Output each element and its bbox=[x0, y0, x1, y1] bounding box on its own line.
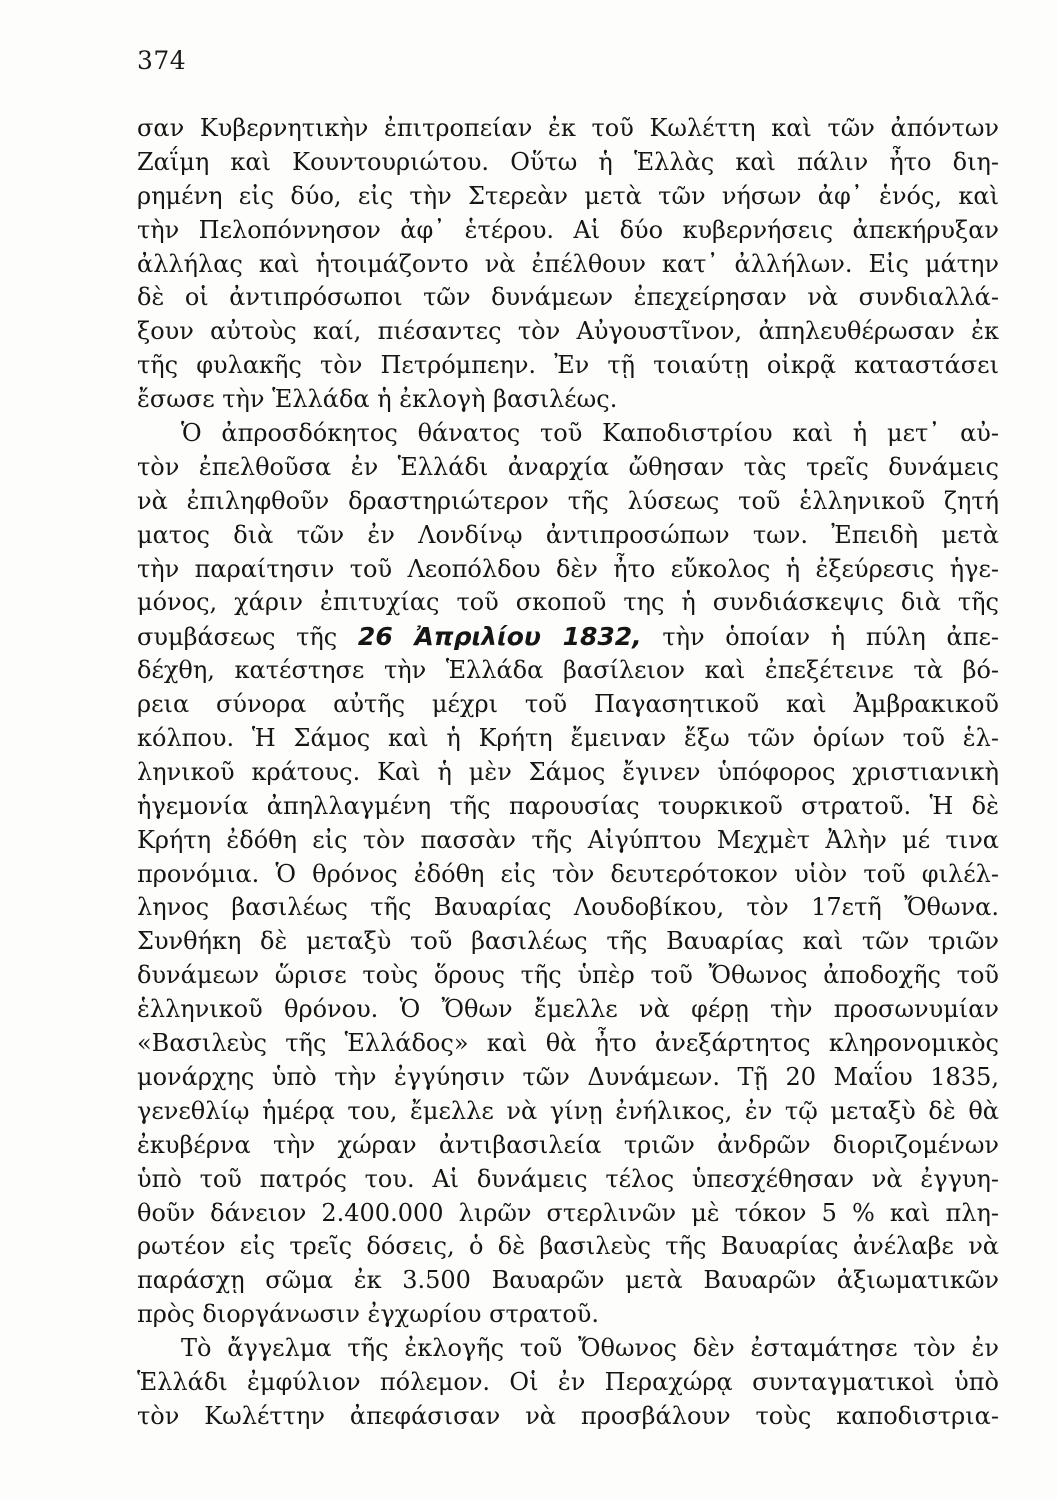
text-line: ληνικοῦ κράτους. Καὶ ἡ μὲν Σάμος ἔγινεν ὑπόφορος χριστιανικὴ bbox=[137, 757, 999, 786]
text-line: μονάρχης ὑπὸ τὴν ἐγγύησιν τῶν Δυνάμεων. Τῇ 20 Μαΐου 1835, bbox=[137, 1062, 999, 1091]
text-line: Ζαΐμη καὶ Κουντουριώτου. Οὕτω ἡ Ἑλλὰς καὶ πάλιν ἦτο διη- bbox=[137, 147, 999, 176]
text-line: Κρήτη ἐδόθη εἰς τὸν πασσὰν τῆς Αἰγύπτου Μεχμὲτ Ἀλὴν μέ τινα bbox=[137, 825, 999, 854]
text-line: ρεια σύνορα αὐτῆς μέχρι τοῦ Παγασητικοῦ καὶ Ἀμβρακικοῦ bbox=[137, 690, 999, 719]
text-line: ἐκυβέρνα τὴν χώραν ἀντιβασιλεία τριῶν ἀνδρῶν διοριζομένων bbox=[137, 1130, 999, 1159]
emphasized-date: 26 Ἀπριλίου 1832, bbox=[357, 622, 642, 652]
text-line: κόλπου. Ἡ Σάμος καὶ ἡ Κρήτη ἔμειναν ἔξω τῶν ὁρίων τοῦ ἑλ- bbox=[137, 724, 999, 753]
body-text bbox=[137, 112, 999, 1434]
text-line: Ἑλλάδι ἐμφύλιον πόλεμον. Οἱ ἐν Περαχώρᾳ συνταγματικοὶ ὑπὸ bbox=[137, 1367, 999, 1396]
text-line: τὴν Πελοπόννησον ἀφ᾽ ἑτέρου. Αἱ δύο κυβερνήσεις ἀπεκήρυξαν bbox=[137, 215, 999, 244]
text-line: ξουν αὐτοὺς καί, πιέσαντες τὸν Αὐγουστῖνον, ἀπηλευθέρωσαν ἐκ bbox=[137, 317, 999, 346]
text-line: γενεθλίῳ ἡμέρᾳ του, ἔμελλε νὰ γίνῃ ἐνήλικος, ἐν τῷ μεταξὺ δὲ θὰ bbox=[137, 1096, 999, 1125]
text-line: σαν Κυβερνητικὴν ἐπιτροπείαν ἐκ τοῦ Κωλέττη καὶ τῶν ἀπόντων bbox=[137, 114, 999, 142]
text-fragment: συμβάσεως τῆς bbox=[137, 623, 358, 652]
text-line: θοῦν δάνειον 2.400.000 λιρῶν στερλινῶν μὲ τόκον 5 % καὶ πλη- bbox=[137, 1198, 999, 1227]
text-line: δυνάμεων ὥρισε τοὺς ὅρους τῆς ὑπὲρ τοῦ Ὄθωνος ἀποδοχῆς τοῦ bbox=[137, 961, 999, 990]
text-line: ὑπὸ τοῦ πατρός του. Αἱ δυνάμεις τέλος ὑπεσχέθησαν νὰ ἐγγυη- bbox=[137, 1164, 999, 1193]
text-line: τὴν παραίτησιν τοῦ Λεοπόλδου δὲν ἦτο εὔκολος ἡ ἐξεύρεσις ἡγε- bbox=[137, 554, 999, 583]
text-line: Τὸ ἄγγελμα τῆς ἐκλογῆς τοῦ Ὄθωνος δὲν ἐσταμάτησε τὸν ἐν bbox=[181, 1334, 999, 1363]
text-line: ματος διὰ τῶν ἐν Λονδίνῳ ἀντιπροσώπων των. Ἐπειδὴ μετὰ bbox=[137, 520, 999, 549]
text-line: ρωτέον εἰς τρεῖς δόσεις, ὁ δὲ βασιλεὺς τῆς Βαυαρίας ἀνέλαβε νὰ bbox=[137, 1232, 999, 1261]
text-line: τῆς φυλακῆς τὸν Πετρόμπεην. Ἐν τῇ τοιαύτῃ οἰκρᾷ καταστάσει bbox=[137, 351, 999, 380]
text-line: Ὁ ἀπροσδόκητος θάνατος τοῦ Καποδιστρίου καὶ ἡ μετ᾽ αὐ- bbox=[181, 419, 999, 448]
text-line: ἔσωσε τὴν Ἑλλάδα ἡ ἐκλογὴ βασιλέως. bbox=[137, 385, 618, 414]
page-number: 374 bbox=[137, 46, 187, 75]
text-line: ἡγεμονία ἀπηλλαγμένη τῆς παρουσίας τουρκικοῦ στρατοῦ. Ἡ δὲ bbox=[137, 791, 999, 820]
text-line-with-date bbox=[137, 620, 999, 654]
text-line: μόνος, χάριν ἐπιτυχίας τοῦ σκοποῦ της ἡ συνδιάσκεψις διὰ τῆς bbox=[137, 588, 999, 617]
text-line: νὰ ἐπιληφθοῦν δραστηριώτερον τῆς λύσεως τοῦ ἑλληνικοῦ ζητή bbox=[137, 486, 999, 515]
text-line: «Βασιλεὺς τῆς Ἑλλάδος» καὶ θὰ ἦτο ἀνεξάρτητος κληρονομικὸς bbox=[137, 1029, 999, 1058]
text-line: δέχθη, κατέστησε τὴν Ἑλλάδα βασίλειον καὶ ἐπεξέτεινε τὰ βό- bbox=[137, 656, 999, 685]
text-line: προνόμια. Ὁ θρόνος ἐδόθη εἰς τὸν δευτερότοκον υἱὸν τοῦ φιλέλ- bbox=[137, 859, 999, 888]
text-fragment: τὴν ὁποίαν ἡ πύλη ἀπε- bbox=[641, 623, 999, 652]
text-line: Συνθήκη δὲ μεταξὺ τοῦ βασιλέως τῆς Βαυαρίας καὶ τῶν τριῶν bbox=[137, 927, 999, 956]
text-line: τὸν Κωλέττην ἀπεφάσισαν νὰ προσβάλουν τοὺς καποδιστρια- bbox=[137, 1401, 999, 1430]
text-line: ἀλλήλας καὶ ἡτοιμάζοντο νὰ ἐπέλθουν κατ᾽ ἀλλήλων. Εἰς μάτην bbox=[137, 249, 999, 278]
text-line: δὲ οἱ ἀντιπρόσωποι τῶν δυνάμεων ἐπεχείρησαν νὰ συνδιαλλά- bbox=[137, 283, 999, 312]
text-line: ληνος βασιλέως τῆς Βαυαρίας Λουδοβίκου, τὸν 17ετῆ Ὄθωνα. bbox=[137, 893, 999, 922]
text-line: τὸν ἐπελθοῦσα ἐν Ἑλλάδι ἀναρχία ὤθησαν τὰς τρεῖς δυνάμεις bbox=[137, 452, 999, 481]
text-line: ρημένη εἰς δύο, εἰς τὴν Στερεὰν μετὰ τῶν νήσων ἀφ᾽ ἑνός, καὶ bbox=[137, 181, 999, 210]
text-line: ἑλληνικοῦ θρόνου. Ὁ Ὄθων ἔμελλε νὰ φέρῃ τὴν προσωνυμίαν bbox=[137, 995, 999, 1024]
text-line: πρὸς διοργάνωσιν ἐγχωρίου στρατοῦ. bbox=[137, 1300, 599, 1329]
text-line: παράσχῃ σῶμα ἐκ 3.500 Βαυαρῶν μετὰ Βαυαρῶν ἀξιωματικῶν bbox=[137, 1266, 999, 1295]
